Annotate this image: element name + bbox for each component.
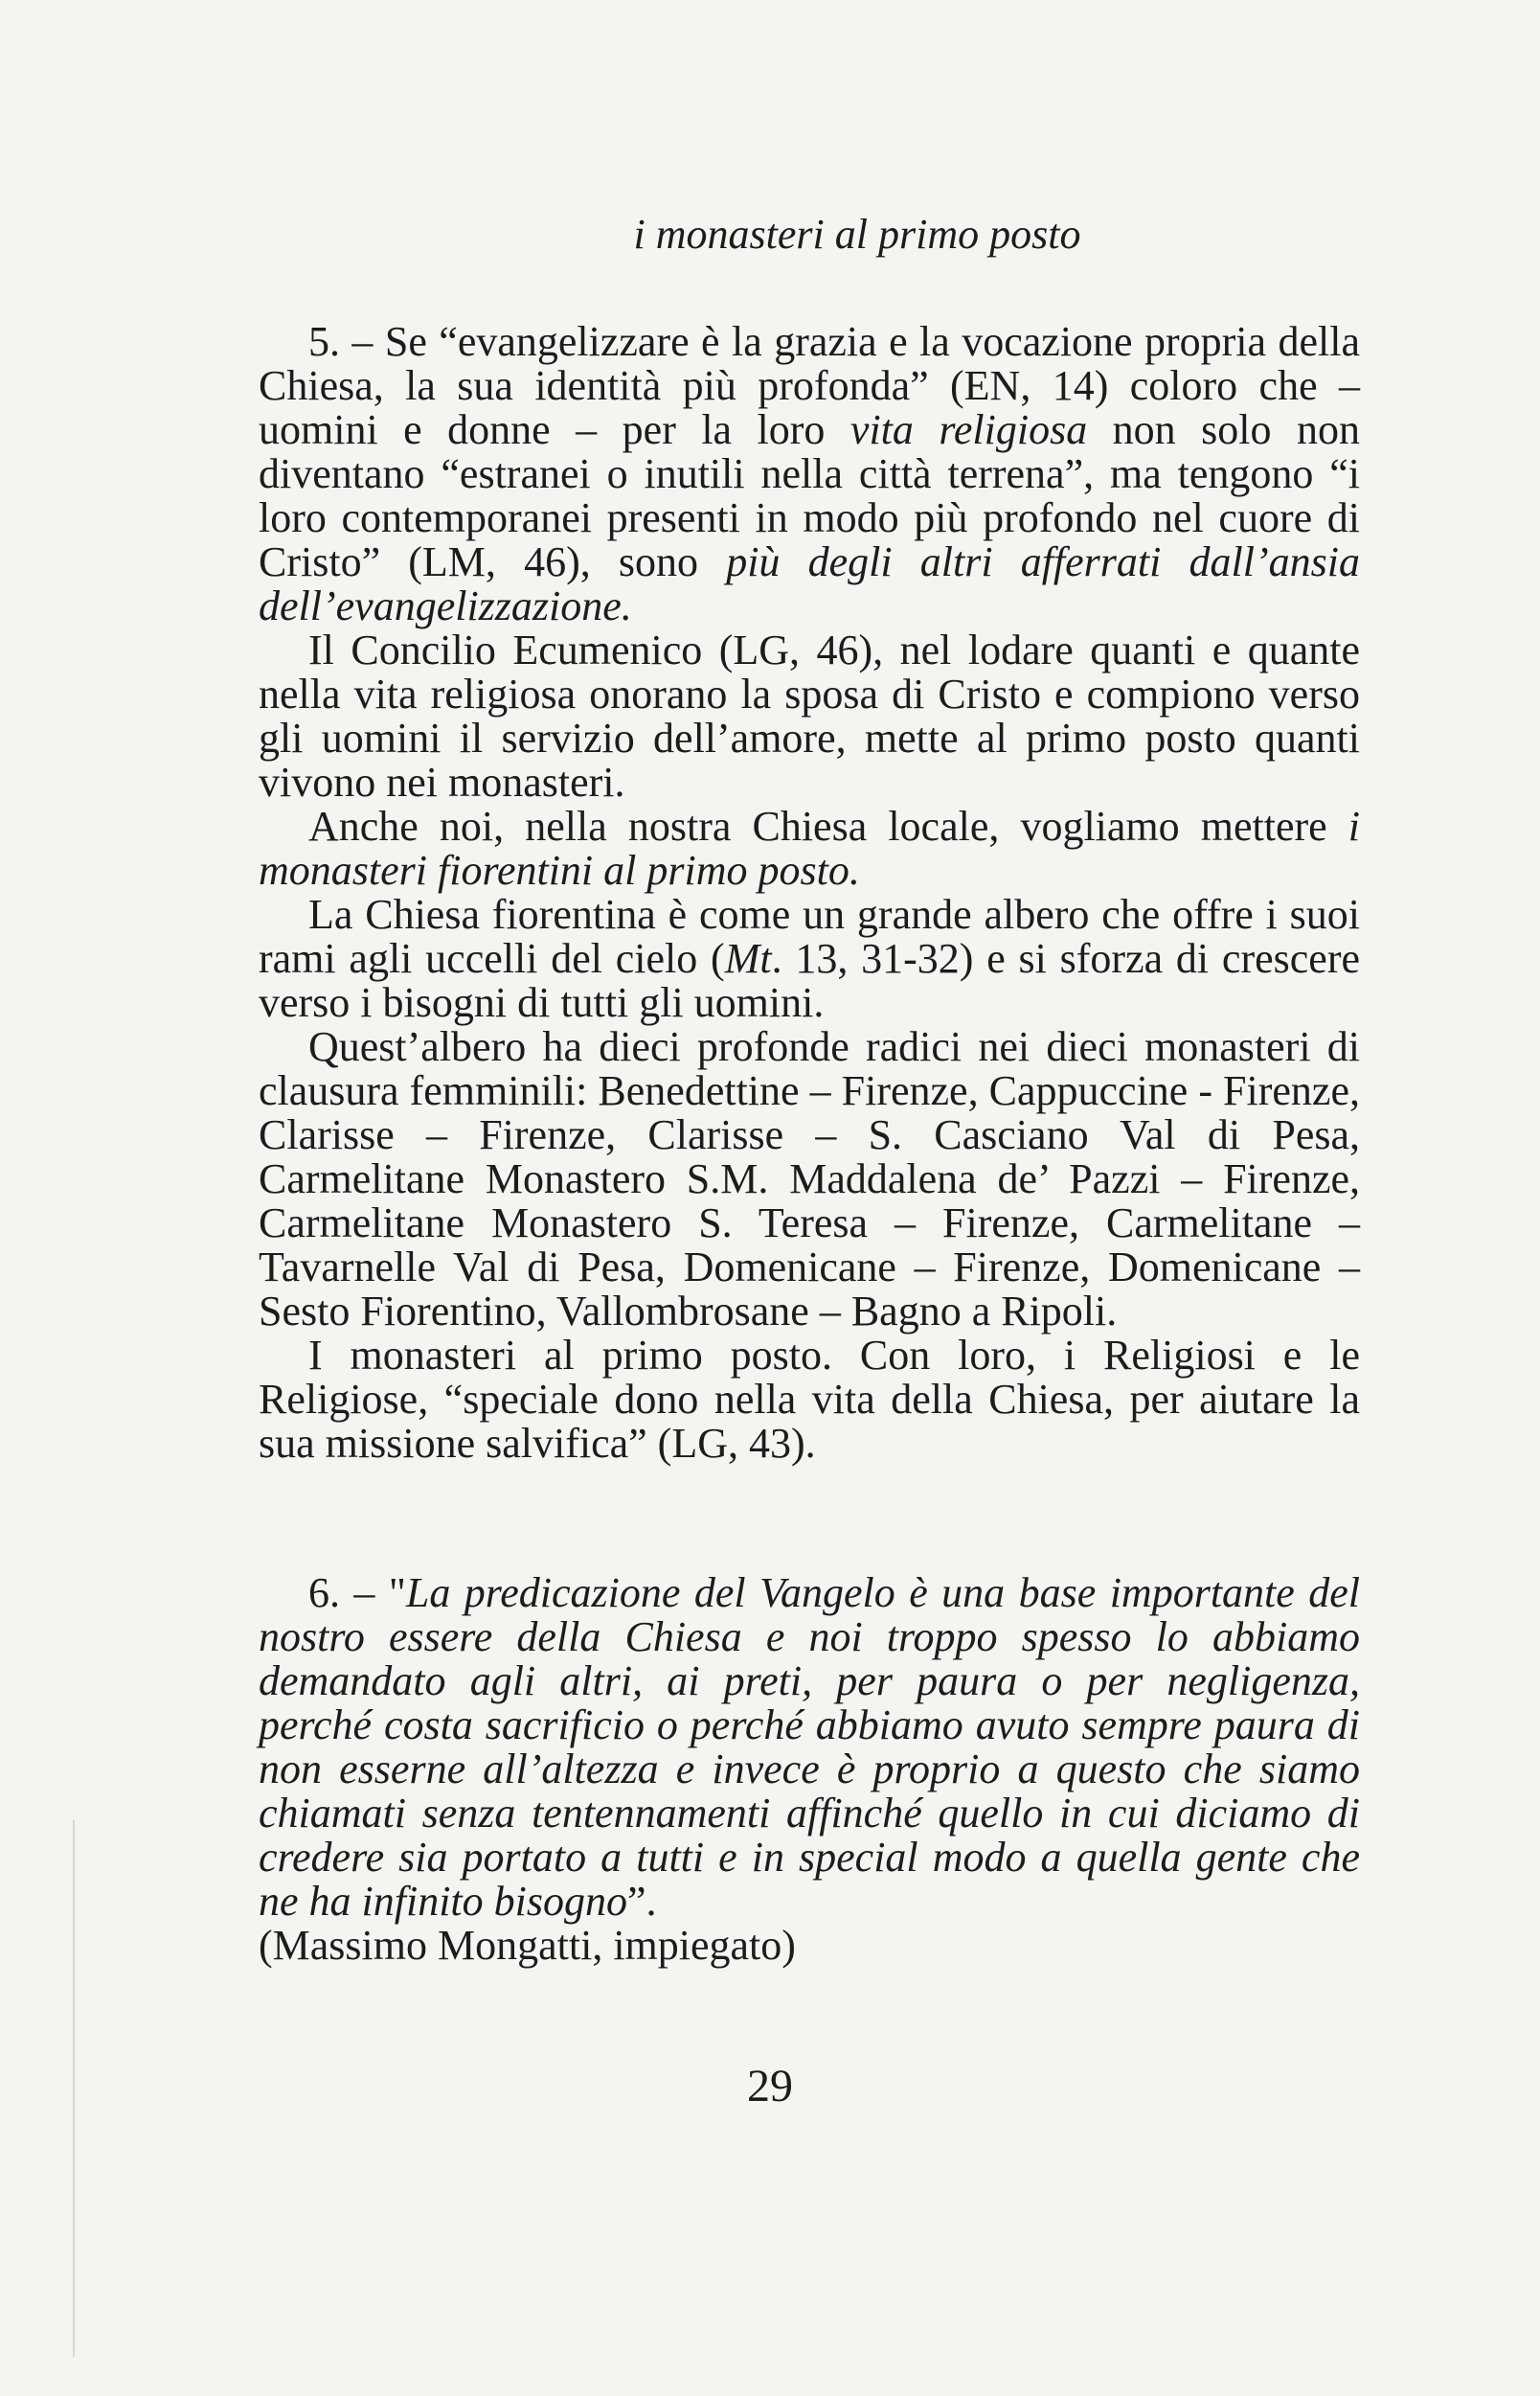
paragraph-6-quote [259,1571,1360,1924]
paragraph-anche-noi-text: Anche noi, nella nostra Chiesa locale, vogliamo mettere [308,803,1348,850]
paragraph-anche-noi-italic: i monasteri fiorentini al primo posto. [259,803,1360,894]
running-header: i monasteri al primo posto [633,211,1081,258]
paragraph-chiesa-text-a: La Chiesa fiorentina è come un grande albero che offre i suoi rami agli uccelli del cielo ( [259,891,1360,982]
paragraph-chiesa-italic-mt: Mt [724,935,772,982]
page-body [259,213,1360,1968]
paragraph-concilio: Il Concilio Ecumenico (LG, 46), nel lodare quanti e quante nella vita religiosa onorano la sposa di Cristo e compiono verso gli uomini il servizio dell’amore, mette al primo posto quanti vivono nei monasteri. [259,627,1360,806]
paragraph-5-text-a: 5. – Se “evangelizzare è la grazia e la vocazione propria della Chiesa, la sua identità più profonda” (EN, 14) coloro che – uomini e donne – per la loro [259,318,1360,453]
paragraph-chiesa-text-c: . 13, 31-32) e si sforza di crescere verso i bisogni di tutti gli uomini. [259,935,1360,1026]
paragraph-6-close: ”. [627,1878,657,1925]
paragraph-5-italic-d: più degli altri afferrati dall’ansia dell’evangelizzazione. [259,538,1360,629]
paragraph-chiesa-fiorentina [259,893,1360,1025]
paragraph-5-text-c: non solo non diventano “estranei o inutili nella città terrena”, ma tengono “i loro contemporanei presenti in modo più profondo nel cuore di Cristo” (LM, 46), sono [259,406,1360,585]
paragraph-5 [259,320,1360,628]
paragraph-anche-noi [259,805,1360,893]
page-number: 29 [747,2061,793,2111]
paragraph-6-quote-text: La predicazione del Vangelo è una base importante del nostro essere della Chiesa e noi troppo spesso lo abbiamo demandato agli altri, ai preti, per paura o per negligenza, perché costa sacrificio o perché abbiamo avuto sempre paura di non esserne all’altezza e invece è proprio a questo che siamo chiamati senza tentennamenti affinché quello in cui diciamo di credere sia portato a tutti e in special modo a quella gente che ne ha infinito bisogno [259,1569,1360,1925]
paragraph-monasteri-primo-posto: I monasteri al primo posto. Con loro, i Religiosi e le Religiose, “speciale dono nella vita della Chiesa, per aiutare la sua missione salvifica” (LG, 43). [259,1332,1360,1467]
quote-attribution: (Massimo Mongatti, impiegato) [259,1922,796,1969]
paragraph-6-number: 6. – " [308,1569,406,1616]
paragraph-albero: Quest’albero ha dieci profonde radici nei dieci monasteri di clausura femminili: Benedettine – Firenze, Cappuccine - Firenze, Clarisse – Firenze, Clarisse – S. Casciano Val di Pesa, Carmelitane Monastero S.M. Maddalena de’ Pazzi – Firenze, Carmelitane Monastero S. Teresa – Firenze, Carmelitane – Tavarnelle Val di Pesa, Domenicane – Firenze, Domenicane – Sesto Fiorentino, Vallombrosane – Bagno a Ripoli. [259,1023,1360,1335]
paragraph-5-italic-b: vita religiosa [849,406,1088,453]
